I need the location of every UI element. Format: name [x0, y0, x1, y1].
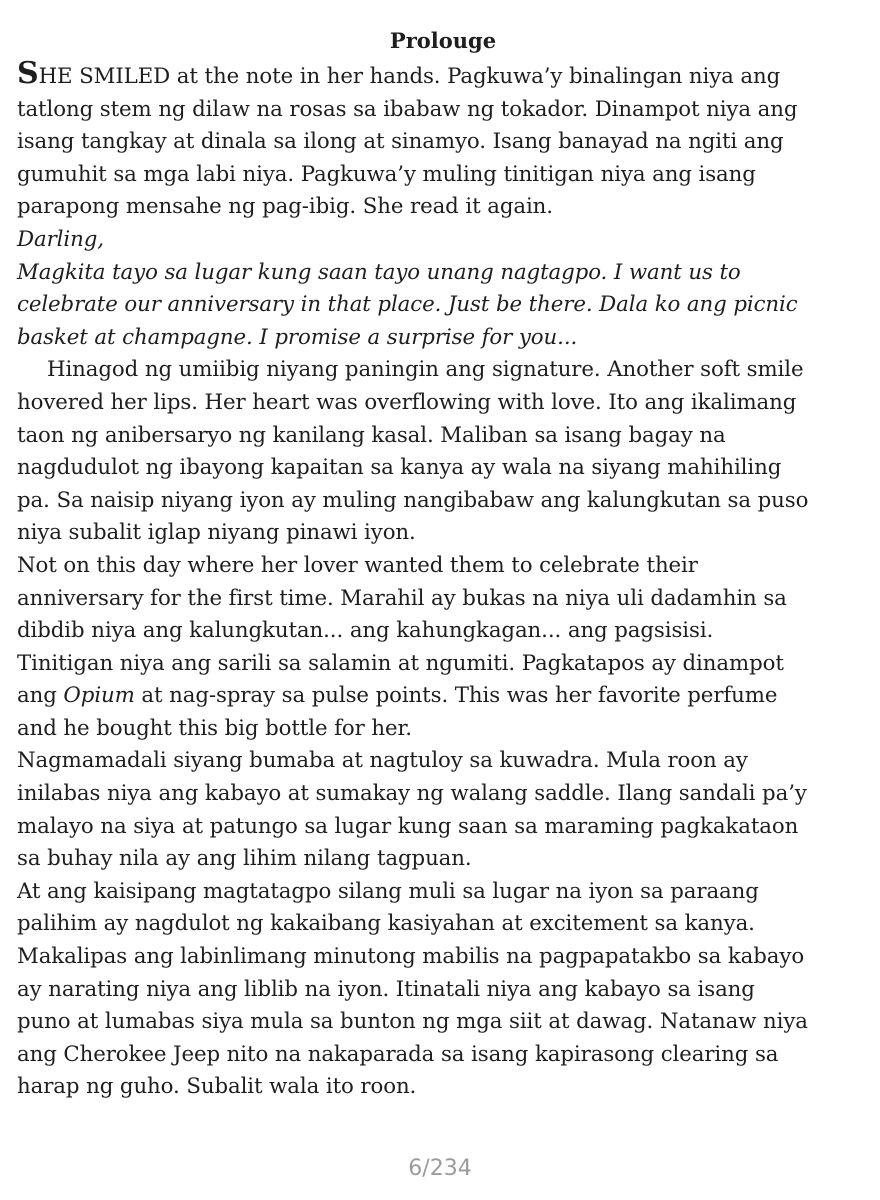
- text-line: taon ng anibersaryo ng kanilang kasal. Maliban sa isang bagay na: [17, 422, 726, 448]
- text-line: At ang kaisipang magtatagpo silang muli sa lugar na iyon sa paraang: [17, 878, 759, 904]
- text-line: palihim ay nagdulot ng kakaibang kasiyahan at excitement sa kanya.: [17, 911, 755, 937]
- text-line: isang tangkay at dinala sa ilong at sinamyo. Isang banayad na ngiti ang: [17, 129, 784, 155]
- text-line: ang Opium at nag-spray sa pulse points. This was her favorite perfume: [17, 683, 778, 709]
- love-note: [17, 224, 869, 354]
- paragraph-stable: [17, 745, 869, 875]
- page-number: 6/234: [408, 1156, 472, 1181]
- text-line: parapong mensahe ng pag-ibig. She read it again.: [17, 194, 553, 220]
- text-line: Makalipas ang labinlimang minutong mabilis na pagpapatakbo sa kabayo: [17, 944, 805, 970]
- text-line: and he bought this big bottle for her.: [17, 715, 412, 741]
- paragraph-mirror: [17, 648, 869, 746]
- chapter-title: Prolouge: [389, 28, 497, 53]
- text-line: basket at champagne. I promise a surprise for you...: [17, 324, 578, 350]
- text-line: inilabas niya ang kabayo at sumakay ng walang saddle. Ilang sandali pa’y: [17, 781, 807, 807]
- text-line: puno at lumabas siya mula sa bunton ng mga siit at dawag. Natanaw niya: [17, 1009, 808, 1035]
- text-line: sa buhay nila ay ang lihim nilang tagpuan.: [17, 846, 472, 872]
- text-line: celebrate our anniversary in that place. Just be there. Dala ko ang picnic: [17, 292, 798, 318]
- text-line: Not on this day where her lover wanted them to celebrate their: [17, 552, 698, 578]
- paragraph-signature: [17, 354, 869, 550]
- text-line: anniversary for the first time. Marahil ay bukas na niya uli dadamhin sa: [17, 585, 787, 611]
- text-line: malayo na siya at patungo sa lugar kung saan sa maraming pagkakataon: [17, 813, 799, 839]
- text-line: niya subalit iglap niyang pinawi iyon.: [17, 520, 416, 546]
- text-line: tatlong stem ng dilaw na rosas sa ibabaw ng tokador. Dinampot niya ang: [17, 96, 798, 122]
- text-line: harap ng guho. Subalit wala ito roon.: [17, 1074, 417, 1100]
- text-line: Tinitigan niya ang sarili sa salamin at ngumiti. Pagkatapos ay dinampot: [17, 650, 784, 676]
- paragraph-not-on-this-day: [17, 550, 869, 648]
- text-line: nagdudulot ng ibayong kapaitan sa kanya ay wala na siyang mahihiling: [17, 455, 782, 481]
- text-line: Hinagod ng umiibig niyang paningin ang signature. Another soft smile: [47, 357, 804, 383]
- text-line: dibdib niya ang kalungkutan... ang kahungkagan... ang pagsisisi.: [17, 618, 714, 644]
- text-line: ang Cherokee Jeep nito na nakaparada sa isang kapirasong clearing sa: [17, 1041, 779, 1067]
- note-salutation: Darling,: [17, 226, 104, 252]
- text-line: pa. Sa naisip niyang iyon ay muling nangibabaw ang kalungkutan sa puso: [17, 487, 809, 513]
- text-line: gumuhit sa mga labi niya. Pagkuwa’y muling tinitigan niya ang isang: [17, 161, 756, 187]
- paragraph-meeting-place: [17, 876, 869, 1104]
- text-line: Nagmamadali siyang bumaba at nagtuloy sa kuwadra. Mula roon ay: [17, 748, 748, 774]
- text-line: hovered her lips. Her heart was overflowing with love. Ito ang ikalimang: [17, 389, 797, 415]
- text-line: SHE SMILED at the note in her hands. Pagkuwa’y binalingan niya ang: [17, 56, 781, 91]
- text-line: Magkita tayo sa lugar kung saan tayo unang nagtagpo. I want us to: [17, 259, 741, 285]
- reader-page: [17, 25, 869, 1104]
- text-line: ay narating niya ang liblib na iyon. Itinatali niya ang kabayo sa isang: [17, 976, 755, 1002]
- drop-cap: S: [17, 56, 39, 91]
- perfume-name: Opium: [63, 683, 135, 709]
- paragraph-opening: [17, 56, 869, 224]
